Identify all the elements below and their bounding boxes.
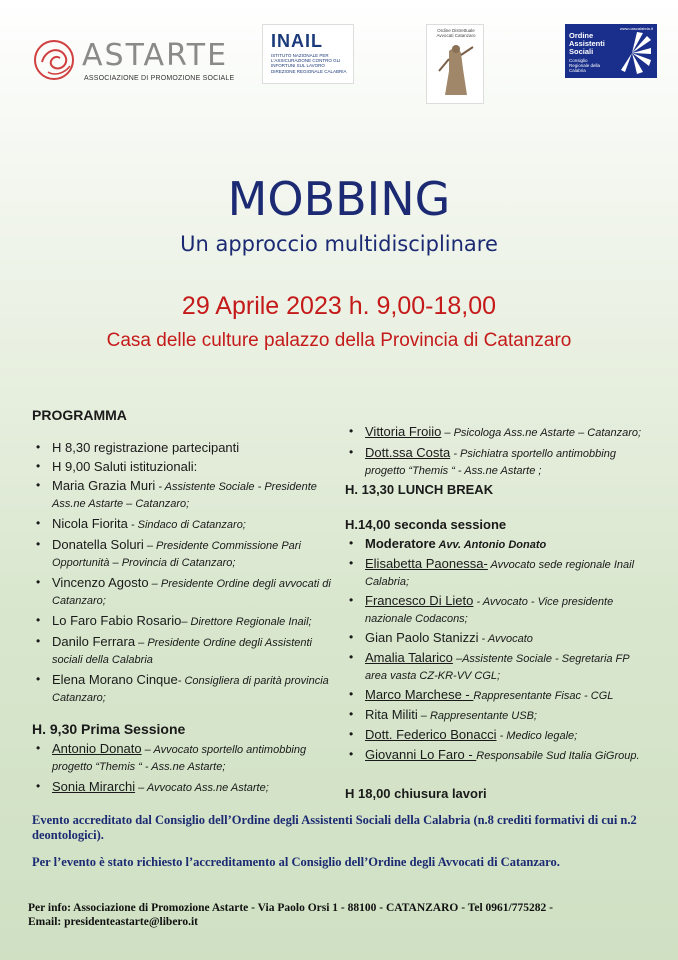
speaker-name: Dott. Federico Bonacci xyxy=(365,727,497,742)
accreditation-request-note: Per l’evento è stato richiesto l’accreditamento al Consiglio dell’Ordine degli Avvocati di Catanzaro. xyxy=(32,855,560,869)
accreditation-note: Evento accreditato dal Consiglio dell’Ordine degli Assistenti Sociali della Calabria (n.8 crediti formativi di cui n.2 deontologici). xyxy=(32,813,637,842)
astarte-name: ASTARTE xyxy=(82,38,229,73)
program-list xyxy=(32,440,332,706)
inail-line1: ISTITUTO NAZIONALE PER L'ASSICURAZIONE CONTRO GLI INFORTUNI SUL LAVORO xyxy=(271,53,341,68)
speaker-name: Vincenzo Agosto xyxy=(52,575,149,590)
speaker-name: Nicola Fiorita xyxy=(52,516,128,531)
speaker-name: Elena Morano Cinque xyxy=(52,672,178,687)
list-item xyxy=(32,478,332,512)
list-item xyxy=(345,747,650,764)
speaker-role: – Psicologa Ass.ne Astarte – Catanzaro; xyxy=(441,427,642,439)
list-item xyxy=(32,459,332,474)
program-right-column xyxy=(345,424,650,801)
list-item xyxy=(32,575,332,609)
speaker-name: Maria Grazia Muri xyxy=(52,478,156,493)
speaker-name: Sonia Mirarchi xyxy=(52,779,136,794)
program-left-column xyxy=(32,408,332,796)
speaker-name: Amalia Talarico xyxy=(365,650,453,665)
speaker-role: - Psichiatra sportello antimobbing progetto “Themis “ - Ass.ne Astarte ; xyxy=(365,448,616,477)
contact-address: Per info: Associazione di Promozione Astarte - Via Paolo Orsi 1 - 88100 - CATANZARO - Tel 0961/775282 - xyxy=(28,902,553,914)
contact-email: Email: presidenteastarte@libero.it xyxy=(28,916,198,928)
speaker-role: – Presidente Ordine degli Assistenti sociali della Calabria xyxy=(52,637,313,666)
speaker-role: Avvocato sede regionale Inail Calabria; xyxy=(365,559,635,588)
inail-logo xyxy=(262,24,354,84)
page-title: MOBBING xyxy=(227,172,451,226)
astarte-mark-icon xyxy=(32,36,78,84)
speaker-name: Antonio Donato xyxy=(52,741,142,756)
speaker-name: Gian Paolo Stanizzi xyxy=(365,630,479,645)
contact-info xyxy=(28,901,658,929)
event-date: 29 Aprile 2023 h. 9,00-18,00 xyxy=(181,292,497,320)
list-item xyxy=(345,445,650,479)
speaker-name: Elisabetta Paonessa- xyxy=(365,556,488,571)
speaker-name: Danilo Ferrara xyxy=(52,634,136,649)
speaker-name: Donatella Soluri xyxy=(52,537,144,552)
list-item xyxy=(32,516,332,533)
seconda-sessione-list xyxy=(345,536,650,764)
list-item xyxy=(345,593,650,627)
moderator-label: Moderatore xyxy=(365,536,436,551)
list-item xyxy=(345,556,650,590)
speaker-role: - Avvocato xyxy=(478,633,533,645)
seconda-sessione-heading: H.14,00 seconda sessione xyxy=(345,517,507,532)
speaker-role: – Avvocato sportello antimobbing progetto “Themis “ - Ass.ne Astarte; xyxy=(52,744,307,773)
speaker-name: Lo Faro Fabio Rosario xyxy=(52,613,182,628)
list-item xyxy=(345,650,650,684)
moderator-name: Avv. Antonio Donato xyxy=(435,539,547,551)
speaker-role: – Avvocato Ass.ne Astarte; xyxy=(135,782,269,794)
list-item xyxy=(345,687,650,704)
lunch-break: H. 13,30 LUNCH BREAK xyxy=(345,482,494,497)
list-item xyxy=(345,707,650,724)
speaker-role: – Rappresentante USB; xyxy=(417,710,537,722)
assistenti-sub: Consiglio Regionale della Calabria xyxy=(569,58,601,73)
speaker-role: – Presidente Commissione Pari Opportunità – Provincia di Catanzaro; xyxy=(52,540,301,569)
list-item xyxy=(345,536,650,553)
speaker-name: Giovanni Lo Faro - xyxy=(365,747,477,762)
justice-statue-icon xyxy=(427,25,485,105)
avvocati-logo xyxy=(426,24,484,104)
speaker-name: Rita Militi xyxy=(365,707,418,722)
list-item xyxy=(32,672,332,706)
list-item xyxy=(345,630,650,647)
assistenti-title: Ordine Assistenti Sociali xyxy=(569,31,605,56)
list-item xyxy=(32,634,332,668)
inail-name: INAIL xyxy=(271,31,323,51)
item-text: H 8,30 registrazione partecipanti xyxy=(52,440,240,455)
event-venue: Casa delle culture palazzo della Provincia di Catanzaro xyxy=(106,330,572,351)
speaker-role: Responsabile Sud Italia GiGroup. xyxy=(476,750,640,762)
speaker-role: - Avvocato - Vice presidente nazionale Codacons; xyxy=(365,596,614,625)
list-item xyxy=(32,741,332,775)
astarte-subtitle: ASSOCIAZIONE DI PROMOZIONE SOCIALE xyxy=(84,75,235,82)
program-heading: PROGRAMMA xyxy=(32,407,127,423)
list-item xyxy=(32,613,332,630)
list-item xyxy=(345,727,650,744)
speaker-name: Francesco Di Lieto xyxy=(365,593,474,608)
speaker-role: - Assistente Sociale - Presidente Ass.ne Astarte – Catanzaro; xyxy=(52,481,317,510)
chiusura-lavori: H 18,00 chiusura lavori xyxy=(345,786,487,801)
assistenti-sociali-logo xyxy=(565,24,657,78)
speaker-name: Marco Marchese - xyxy=(365,687,474,702)
speaker-role: –Assistente Sociale - Segretaria FP area vasta CZ-KR-VV CGL; xyxy=(365,653,630,682)
speaker-role: Rappresentante Fisac - CGL xyxy=(473,690,614,702)
spiral-icon xyxy=(609,30,655,76)
list-item xyxy=(32,779,332,796)
inail-line2: DIREZIONE REGIONALE CALABRIA xyxy=(271,69,347,74)
speaker-name: Dott.ssa Costa xyxy=(365,445,451,460)
list-item xyxy=(345,424,650,441)
speaker-role: – Direttore Regionale Inail; xyxy=(181,616,312,628)
right-list xyxy=(345,424,650,479)
item-text: H 9,00 Saluti istituzionali: xyxy=(52,459,198,474)
prima-sessione-list xyxy=(32,741,332,796)
speaker-role: - Consigliera di parità provincia Catanzaro; xyxy=(52,675,329,704)
prima-sessione-heading: H. 9,30 Prima Sessione xyxy=(32,721,186,737)
list-item xyxy=(32,537,332,571)
speaker-role: - Medico legale; xyxy=(496,730,578,742)
speaker-role: - Sindaco di Catanzaro; xyxy=(127,519,246,531)
speaker-role: – Presidente Ordine degli avvocati di Catanzaro; xyxy=(52,578,331,607)
avvocati-text: Ordine Distrettuale Avvocati Catanzaro xyxy=(436,28,476,38)
list-item xyxy=(32,440,332,455)
page-subtitle: Un approccio multidisciplinare xyxy=(180,232,498,256)
astarte-logo xyxy=(32,36,235,88)
speaker-name: Vittoria Froiio xyxy=(365,424,442,439)
assistenti-url: www.oascalabria.it xyxy=(619,26,653,31)
